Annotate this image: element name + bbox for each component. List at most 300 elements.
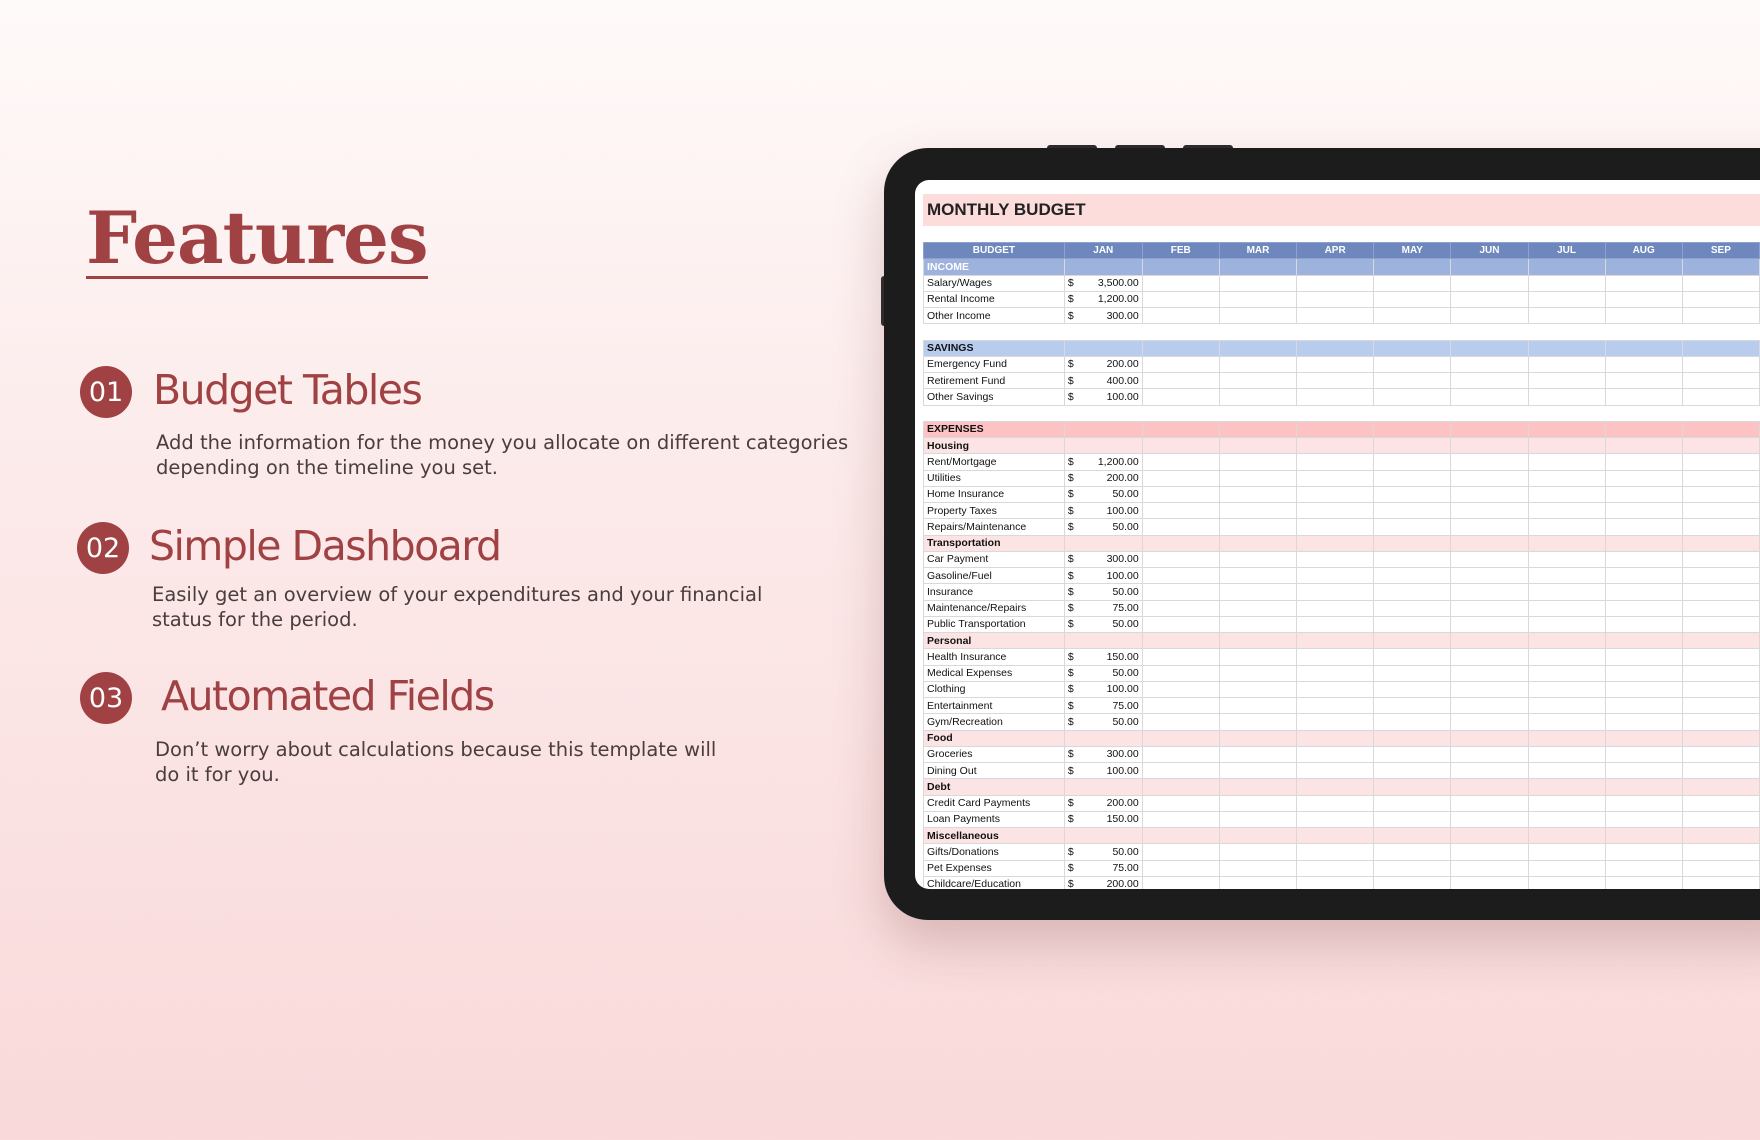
empty-cell[interactable] <box>1528 486 1605 502</box>
empty-cell[interactable] <box>1528 470 1605 486</box>
empty-cell[interactable] <box>1219 454 1296 470</box>
empty-cell[interactable] <box>1605 828 1682 844</box>
jan-amount-cell[interactable] <box>1064 356 1142 372</box>
empty-cell[interactable] <box>1682 860 1759 876</box>
empty-cell[interactable] <box>1605 454 1682 470</box>
empty-cell[interactable] <box>1451 486 1528 502</box>
empty-cell[interactable] <box>1682 340 1759 356</box>
empty-cell[interactable] <box>1528 438 1605 454</box>
empty-cell[interactable] <box>1142 600 1219 616</box>
empty-cell[interactable] <box>1374 324 1451 340</box>
row-label-cell[interactable]: Retirement Fund <box>924 373 1065 389</box>
empty-cell[interactable] <box>1682 616 1759 632</box>
row-label-cell[interactable]: Utilities <box>924 470 1065 486</box>
column-header-aug[interactable]: AUG <box>1605 243 1682 259</box>
empty-cell[interactable] <box>1374 535 1451 551</box>
empty-cell[interactable] <box>1142 876 1219 889</box>
empty-cell[interactable] <box>1605 860 1682 876</box>
empty-cell[interactable] <box>1219 503 1296 519</box>
empty-cell[interactable] <box>1374 291 1451 307</box>
empty-cell[interactable] <box>1528 795 1605 811</box>
row-label-cell[interactable]: Miscellaneous <box>924 828 1065 844</box>
empty-cell[interactable] <box>1064 535 1142 551</box>
empty-cell[interactable] <box>1605 616 1682 632</box>
empty-cell[interactable] <box>1374 259 1451 275</box>
jan-amount-cell[interactable] <box>1064 308 1142 324</box>
empty-cell[interactable] <box>1374 308 1451 324</box>
empty-cell[interactable] <box>1142 681 1219 697</box>
empty-cell[interactable] <box>1064 730 1142 746</box>
empty-cell[interactable] <box>1451 649 1528 665</box>
empty-cell[interactable] <box>1605 698 1682 714</box>
empty-cell[interactable] <box>1528 584 1605 600</box>
empty-cell[interactable] <box>1451 860 1528 876</box>
empty-cell[interactable] <box>1605 275 1682 291</box>
empty-cell[interactable] <box>1451 340 1528 356</box>
empty-cell[interactable] <box>1528 421 1605 437</box>
empty-cell[interactable] <box>1528 275 1605 291</box>
empty-cell[interactable] <box>1605 551 1682 567</box>
empty-cell[interactable] <box>1219 698 1296 714</box>
empty-cell[interactable] <box>1682 470 1759 486</box>
empty-cell[interactable] <box>1297 698 1374 714</box>
empty-cell[interactable] <box>1451 308 1528 324</box>
empty-cell[interactable] <box>1528 714 1605 730</box>
row-label-cell[interactable]: Credit Card Payments <box>924 795 1065 811</box>
row-label-cell[interactable]: Loan Payments <box>924 811 1065 827</box>
empty-cell[interactable] <box>1605 503 1682 519</box>
empty-cell[interactable] <box>1374 714 1451 730</box>
empty-cell[interactable] <box>1605 356 1682 372</box>
empty-cell[interactable] <box>1374 503 1451 519</box>
empty-cell[interactable] <box>1374 486 1451 502</box>
empty-cell[interactable] <box>1142 763 1219 779</box>
empty-cell[interactable] <box>1219 730 1296 746</box>
empty-cell[interactable] <box>1451 291 1528 307</box>
empty-cell[interactable] <box>1297 665 1374 681</box>
empty-cell[interactable] <box>1682 698 1759 714</box>
empty-cell[interactable] <box>1297 389 1374 405</box>
empty-cell[interactable] <box>1297 568 1374 584</box>
empty-cell[interactable] <box>1142 649 1219 665</box>
row-label-cell[interactable]: Housing <box>924 438 1065 454</box>
empty-cell[interactable] <box>1219 470 1296 486</box>
empty-cell[interactable] <box>1528 356 1605 372</box>
row-label-cell[interactable] <box>924 405 1065 421</box>
empty-cell[interactable] <box>1064 324 1142 340</box>
empty-cell[interactable] <box>1528 633 1605 649</box>
empty-cell[interactable] <box>1605 324 1682 340</box>
row-label-cell[interactable]: Property Taxes <box>924 503 1065 519</box>
empty-cell[interactable] <box>1219 275 1296 291</box>
empty-cell[interactable] <box>1682 844 1759 860</box>
empty-cell[interactable] <box>1528 519 1605 535</box>
empty-cell[interactable] <box>1219 259 1296 275</box>
empty-cell[interactable] <box>1142 405 1219 421</box>
empty-cell[interactable] <box>1682 389 1759 405</box>
empty-cell[interactable] <box>1528 746 1605 762</box>
empty-cell[interactable] <box>1297 584 1374 600</box>
empty-cell[interactable] <box>1682 373 1759 389</box>
empty-cell[interactable] <box>1219 763 1296 779</box>
empty-cell[interactable] <box>1605 373 1682 389</box>
empty-cell[interactable] <box>1528 876 1605 889</box>
empty-cell[interactable] <box>1142 486 1219 502</box>
empty-cell[interactable] <box>1605 746 1682 762</box>
empty-cell[interactable] <box>1451 275 1528 291</box>
empty-cell[interactable] <box>1374 405 1451 421</box>
row-label-cell[interactable]: Car Payment <box>924 551 1065 567</box>
empty-cell[interactable] <box>1451 746 1528 762</box>
empty-cell[interactable] <box>1064 259 1142 275</box>
empty-cell[interactable] <box>1374 844 1451 860</box>
empty-cell[interactable] <box>1297 519 1374 535</box>
row-label-cell[interactable]: Dining Out <box>924 763 1065 779</box>
jan-amount-cell[interactable] <box>1064 291 1142 307</box>
empty-cell[interactable] <box>1297 535 1374 551</box>
empty-cell[interactable] <box>1451 714 1528 730</box>
empty-cell[interactable] <box>1142 373 1219 389</box>
empty-cell[interactable] <box>1682 503 1759 519</box>
empty-cell[interactable] <box>1297 633 1374 649</box>
empty-cell[interactable] <box>1451 876 1528 889</box>
empty-cell[interactable] <box>1605 600 1682 616</box>
empty-cell[interactable] <box>1451 470 1528 486</box>
empty-cell[interactable] <box>1297 503 1374 519</box>
empty-cell[interactable] <box>1451 421 1528 437</box>
empty-cell[interactable] <box>1451 519 1528 535</box>
empty-cell[interactable] <box>1605 730 1682 746</box>
empty-cell[interactable] <box>1142 568 1219 584</box>
empty-cell[interactable] <box>1528 763 1605 779</box>
empty-cell[interactable] <box>1374 763 1451 779</box>
jan-amount-cell[interactable] <box>1064 616 1142 632</box>
empty-cell[interactable] <box>1682 746 1759 762</box>
row-label-cell[interactable]: Pet Expenses <box>924 860 1065 876</box>
row-label-cell[interactable]: Personal <box>924 633 1065 649</box>
empty-cell[interactable] <box>1142 324 1219 340</box>
empty-cell[interactable] <box>1605 389 1682 405</box>
row-label-cell[interactable]: Groceries <box>924 746 1065 762</box>
column-header-apr[interactable]: APR <box>1297 243 1374 259</box>
empty-cell[interactable] <box>1219 616 1296 632</box>
empty-cell[interactable] <box>1605 308 1682 324</box>
jan-amount-cell[interactable] <box>1064 876 1142 889</box>
empty-cell[interactable] <box>1682 665 1759 681</box>
empty-cell[interactable] <box>1451 373 1528 389</box>
empty-cell[interactable] <box>1451 844 1528 860</box>
empty-cell[interactable] <box>1142 584 1219 600</box>
row-label-cell[interactable]: Rent/Mortgage <box>924 454 1065 470</box>
empty-cell[interactable] <box>1064 421 1142 437</box>
empty-cell[interactable] <box>1451 389 1528 405</box>
empty-cell[interactable] <box>1297 649 1374 665</box>
empty-cell[interactable] <box>1528 340 1605 356</box>
empty-cell[interactable] <box>1219 633 1296 649</box>
empty-cell[interactable] <box>1682 259 1759 275</box>
empty-cell[interactable] <box>1219 486 1296 502</box>
empty-cell[interactable] <box>1451 811 1528 827</box>
empty-cell[interactable] <box>1682 828 1759 844</box>
empty-cell[interactable] <box>1297 421 1374 437</box>
jan-amount-cell[interactable] <box>1064 470 1142 486</box>
empty-cell[interactable] <box>1374 779 1451 795</box>
empty-cell[interactable] <box>1682 454 1759 470</box>
empty-cell[interactable] <box>1219 551 1296 567</box>
empty-cell[interactable] <box>1605 779 1682 795</box>
jan-amount-cell[interactable] <box>1064 389 1142 405</box>
empty-cell[interactable] <box>1219 665 1296 681</box>
jan-amount-cell[interactable] <box>1064 665 1142 681</box>
empty-cell[interactable] <box>1297 860 1374 876</box>
empty-cell[interactable] <box>1219 860 1296 876</box>
empty-cell[interactable] <box>1297 551 1374 567</box>
empty-cell[interactable] <box>1682 324 1759 340</box>
empty-cell[interactable] <box>1528 616 1605 632</box>
empty-cell[interactable] <box>1374 519 1451 535</box>
column-header-jun[interactable]: JUN <box>1451 243 1528 259</box>
jan-amount-cell[interactable] <box>1064 503 1142 519</box>
empty-cell[interactable] <box>1682 291 1759 307</box>
empty-cell[interactable] <box>1142 275 1219 291</box>
empty-cell[interactable] <box>1682 308 1759 324</box>
empty-cell[interactable] <box>1219 746 1296 762</box>
empty-cell[interactable] <box>1374 470 1451 486</box>
empty-cell[interactable] <box>1142 860 1219 876</box>
empty-cell[interactable] <box>1219 373 1296 389</box>
empty-cell[interactable] <box>1374 600 1451 616</box>
empty-cell[interactable] <box>1605 291 1682 307</box>
empty-cell[interactable] <box>1297 340 1374 356</box>
empty-cell[interactable] <box>1374 438 1451 454</box>
row-label-cell[interactable]: Home Insurance <box>924 486 1065 502</box>
empty-cell[interactable] <box>1682 600 1759 616</box>
empty-cell[interactable] <box>1219 291 1296 307</box>
empty-cell[interactable] <box>1064 438 1142 454</box>
column-header-budget[interactable]: BUDGET <box>924 243 1065 259</box>
row-label-cell[interactable]: Debt <box>924 779 1065 795</box>
empty-cell[interactable] <box>1142 730 1219 746</box>
empty-cell[interactable] <box>1605 535 1682 551</box>
row-label-cell[interactable]: Food <box>924 730 1065 746</box>
empty-cell[interactable] <box>1528 844 1605 860</box>
empty-cell[interactable] <box>1682 421 1759 437</box>
column-header-feb[interactable]: FEB <box>1142 243 1219 259</box>
empty-cell[interactable] <box>1374 551 1451 567</box>
row-label-cell[interactable]: SAVINGS <box>924 340 1065 356</box>
row-label-cell[interactable]: Gym/Recreation <box>924 714 1065 730</box>
empty-cell[interactable] <box>1297 486 1374 502</box>
jan-amount-cell[interactable] <box>1064 795 1142 811</box>
empty-cell[interactable] <box>1451 356 1528 372</box>
empty-cell[interactable] <box>1451 795 1528 811</box>
row-label-cell[interactable]: Maintenance/Repairs <box>924 600 1065 616</box>
empty-cell[interactable] <box>1064 779 1142 795</box>
empty-cell[interactable] <box>1682 486 1759 502</box>
empty-cell[interactable] <box>1451 503 1528 519</box>
row-label-cell[interactable]: Gasoline/Fuel <box>924 568 1065 584</box>
empty-cell[interactable] <box>1297 600 1374 616</box>
jan-amount-cell[interactable] <box>1064 568 1142 584</box>
empty-cell[interactable] <box>1219 828 1296 844</box>
empty-cell[interactable] <box>1374 811 1451 827</box>
empty-cell[interactable] <box>1297 714 1374 730</box>
row-label-cell[interactable]: Medical Expenses <box>924 665 1065 681</box>
empty-cell[interactable] <box>1528 324 1605 340</box>
empty-cell[interactable] <box>1451 600 1528 616</box>
empty-cell[interactable] <box>1142 259 1219 275</box>
empty-cell[interactable] <box>1605 519 1682 535</box>
empty-cell[interactable] <box>1374 454 1451 470</box>
empty-cell[interactable] <box>1219 795 1296 811</box>
empty-cell[interactable] <box>1528 535 1605 551</box>
empty-cell[interactable] <box>1605 259 1682 275</box>
empty-cell[interactable] <box>1682 551 1759 567</box>
empty-cell[interactable] <box>1219 584 1296 600</box>
empty-cell[interactable] <box>1142 470 1219 486</box>
empty-cell[interactable] <box>1297 470 1374 486</box>
empty-cell[interactable] <box>1219 649 1296 665</box>
empty-cell[interactable] <box>1297 308 1374 324</box>
empty-cell[interactable] <box>1297 876 1374 889</box>
jan-amount-cell[interactable] <box>1064 486 1142 502</box>
empty-cell[interactable] <box>1528 503 1605 519</box>
empty-cell[interactable] <box>1682 811 1759 827</box>
empty-cell[interactable] <box>1374 584 1451 600</box>
empty-cell[interactable] <box>1682 714 1759 730</box>
empty-cell[interactable] <box>1142 665 1219 681</box>
empty-cell[interactable] <box>1142 746 1219 762</box>
empty-cell[interactable] <box>1528 698 1605 714</box>
empty-cell[interactable] <box>1374 795 1451 811</box>
empty-cell[interactable] <box>1605 681 1682 697</box>
empty-cell[interactable] <box>1297 681 1374 697</box>
empty-cell[interactable] <box>1451 405 1528 421</box>
empty-cell[interactable] <box>1528 828 1605 844</box>
empty-cell[interactable] <box>1528 291 1605 307</box>
empty-cell[interactable] <box>1142 421 1219 437</box>
empty-cell[interactable] <box>1682 584 1759 600</box>
jan-amount-cell[interactable] <box>1064 698 1142 714</box>
empty-cell[interactable] <box>1528 860 1605 876</box>
jan-amount-cell[interactable] <box>1064 584 1142 600</box>
row-label-cell[interactable]: Transportation <box>924 535 1065 551</box>
empty-cell[interactable] <box>1682 356 1759 372</box>
row-label-cell[interactable]: Entertainment <box>924 698 1065 714</box>
empty-cell[interactable] <box>1528 681 1605 697</box>
empty-cell[interactable] <box>1297 828 1374 844</box>
row-label-cell[interactable]: Emergency Fund <box>924 356 1065 372</box>
jan-amount-cell[interactable] <box>1064 454 1142 470</box>
empty-cell[interactable] <box>1451 665 1528 681</box>
empty-cell[interactable] <box>1682 519 1759 535</box>
jan-amount-cell[interactable] <box>1064 551 1142 567</box>
empty-cell[interactable] <box>1219 519 1296 535</box>
row-label-cell[interactable]: Insurance <box>924 584 1065 600</box>
empty-cell[interactable] <box>1219 324 1296 340</box>
jan-amount-cell[interactable] <box>1064 844 1142 860</box>
empty-cell[interactable] <box>1528 568 1605 584</box>
empty-cell[interactable] <box>1142 503 1219 519</box>
empty-cell[interactable] <box>1605 584 1682 600</box>
empty-cell[interactable] <box>1219 844 1296 860</box>
empty-cell[interactable] <box>1142 616 1219 632</box>
empty-cell[interactable] <box>1064 633 1142 649</box>
empty-cell[interactable] <box>1219 714 1296 730</box>
empty-cell[interactable] <box>1528 259 1605 275</box>
empty-cell[interactable] <box>1605 340 1682 356</box>
empty-cell[interactable] <box>1297 763 1374 779</box>
empty-cell[interactable] <box>1374 340 1451 356</box>
empty-cell[interactable] <box>1605 438 1682 454</box>
empty-cell[interactable] <box>1451 259 1528 275</box>
row-label-cell[interactable]: Gifts/Donations <box>924 844 1065 860</box>
empty-cell[interactable] <box>1142 844 1219 860</box>
empty-cell[interactable] <box>1297 373 1374 389</box>
row-label-cell[interactable]: Other Savings <box>924 389 1065 405</box>
row-label-cell[interactable]: Clothing <box>924 681 1065 697</box>
empty-cell[interactable] <box>1297 730 1374 746</box>
empty-cell[interactable] <box>1297 795 1374 811</box>
empty-cell[interactable] <box>1219 876 1296 889</box>
empty-cell[interactable] <box>1219 535 1296 551</box>
empty-cell[interactable] <box>1219 811 1296 827</box>
empty-cell[interactable] <box>1374 373 1451 389</box>
empty-cell[interactable] <box>1219 600 1296 616</box>
empty-cell[interactable] <box>1528 389 1605 405</box>
empty-cell[interactable] <box>1219 356 1296 372</box>
empty-cell[interactable] <box>1142 714 1219 730</box>
jan-amount-cell[interactable] <box>1064 649 1142 665</box>
empty-cell[interactable] <box>1374 698 1451 714</box>
empty-cell[interactable] <box>1219 389 1296 405</box>
empty-cell[interactable] <box>1374 275 1451 291</box>
empty-cell[interactable] <box>1374 421 1451 437</box>
empty-cell[interactable] <box>1374 746 1451 762</box>
row-label-cell[interactable] <box>924 324 1065 340</box>
empty-cell[interactable] <box>1374 665 1451 681</box>
empty-cell[interactable] <box>1605 763 1682 779</box>
empty-cell[interactable] <box>1142 811 1219 827</box>
empty-cell[interactable] <box>1064 340 1142 356</box>
row-label-cell[interactable]: Public Transportation <box>924 616 1065 632</box>
empty-cell[interactable] <box>1064 405 1142 421</box>
empty-cell[interactable] <box>1451 779 1528 795</box>
row-label-cell[interactable]: Salary/Wages <box>924 275 1065 291</box>
empty-cell[interactable] <box>1219 405 1296 421</box>
empty-cell[interactable] <box>1682 568 1759 584</box>
empty-cell[interactable] <box>1142 340 1219 356</box>
empty-cell[interactable] <box>1682 633 1759 649</box>
empty-cell[interactable] <box>1528 779 1605 795</box>
row-label-cell[interactable]: Health Insurance <box>924 649 1065 665</box>
empty-cell[interactable] <box>1605 876 1682 889</box>
empty-cell[interactable] <box>1142 535 1219 551</box>
empty-cell[interactable] <box>1142 795 1219 811</box>
empty-cell[interactable] <box>1605 665 1682 681</box>
column-header-mar[interactable]: MAR <box>1219 243 1296 259</box>
empty-cell[interactable] <box>1528 373 1605 389</box>
row-label-cell[interactable]: INCOME <box>924 259 1065 275</box>
empty-cell[interactable] <box>1374 730 1451 746</box>
empty-cell[interactable] <box>1682 681 1759 697</box>
empty-cell[interactable] <box>1374 356 1451 372</box>
empty-cell[interactable] <box>1605 405 1682 421</box>
empty-cell[interactable] <box>1682 779 1759 795</box>
empty-cell[interactable] <box>1297 746 1374 762</box>
empty-cell[interactable] <box>1682 438 1759 454</box>
empty-cell[interactable] <box>1142 551 1219 567</box>
